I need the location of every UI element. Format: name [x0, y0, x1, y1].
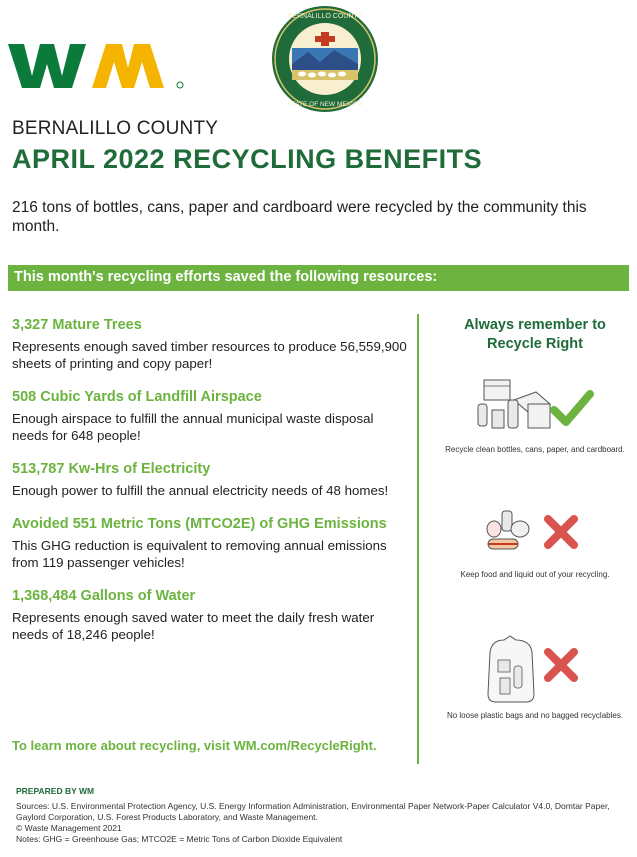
benefit-title: Avoided 551 Metric Tons (MTCO2E) of GHG Emissions	[12, 516, 387, 532]
county-seal	[270, 4, 380, 114]
tip-caption: Recycle clean bottles, cans, paper, and cardboard.	[445, 445, 625, 454]
sources-text: Sources: U.S. Environmental Protection Agency, U.S. Energy Information Administration, Environmental Paper Network-Paper Calculator V4.0, Domtar Paper, Gaylord Corporation, U.S. Forest Products Laboratory, and Waste Management.	[16, 801, 610, 822]
benefit-title: 1,368,484 Gallons of Water	[12, 588, 196, 604]
benefit-title: 508 Cubic Yards of Landfill Airspace	[12, 389, 262, 405]
tip-recycle-clean	[440, 370, 630, 455]
benefit-title: 513,787 Kw-Hrs of Electricity	[12, 461, 211, 477]
recycle-right-panel	[440, 316, 630, 354]
benefit-ghg	[12, 515, 407, 571]
benefit-trees	[12, 316, 407, 372]
benefit-desc: This GHG reduction is equivalent to removing annual emissions from 119 passenger vehicles!	[12, 538, 387, 570]
benefit-desc: Represents enough saved timber resources to produce 56,559,900 sheets of printing and copy paper!	[12, 339, 407, 371]
page-title: APRIL 2022 RECYCLING BENEFITS	[12, 144, 483, 174]
notes-text: Notes: GHG = Greenhouse Gas; MTCO2E = Metric Tons of Carbon Dioxide Equivalent	[16, 834, 343, 844]
plastic-bag-x-icon	[480, 632, 590, 706]
footer	[16, 786, 616, 845]
seal-bottom-text: STATE OF NEW MEXICO	[287, 101, 363, 108]
wm-logo	[8, 42, 188, 90]
benefit-desc: Enough power to fulfill the annual electricity needs of 48 homes!	[12, 483, 389, 498]
resources-banner: This month's recycling efforts saved the following resources:	[8, 265, 629, 291]
column-divider	[417, 314, 419, 764]
benefit-desc: Represents enough saved water to meet the daily fresh water needs of 18,246 people!	[12, 610, 375, 642]
food-liquid-x-icon	[480, 505, 590, 565]
benefit-water	[12, 587, 407, 643]
seal-top-text: BERNALILLO COUNTY	[287, 13, 363, 20]
benefit-title: 3,327 Mature Trees	[12, 317, 142, 333]
county-name: BERNALILLO COUNTY	[12, 118, 219, 139]
tip-no-food	[440, 505, 630, 580]
recyclables-check-icon	[470, 370, 600, 440]
benefits-list	[12, 316, 407, 659]
benefit-landfill	[12, 388, 407, 444]
benefit-desc: Enough airspace to fulfill the annual municipal waste disposal needs for 648 people!	[12, 411, 374, 443]
tip-no-bags	[440, 632, 630, 721]
tip-caption: No loose plastic bags and no bagged recyclables.	[446, 711, 624, 720]
prepared-by: PREPARED BY WM	[16, 786, 95, 796]
learn-more-link[interactable]: To learn more about recycling, visit WM.com/RecycleRight.	[12, 738, 377, 753]
tip-caption: Keep food and liquid out of your recycling.	[460, 570, 610, 579]
benefit-electricity	[12, 460, 407, 499]
recycle-right-title: Always remember to Recycle Right	[464, 317, 606, 352]
copyright-text: © Waste Management 2021	[16, 823, 122, 833]
intro-text: 216 tons of bottles, cans, paper and cardboard were recycled by the community this month.	[12, 199, 587, 235]
